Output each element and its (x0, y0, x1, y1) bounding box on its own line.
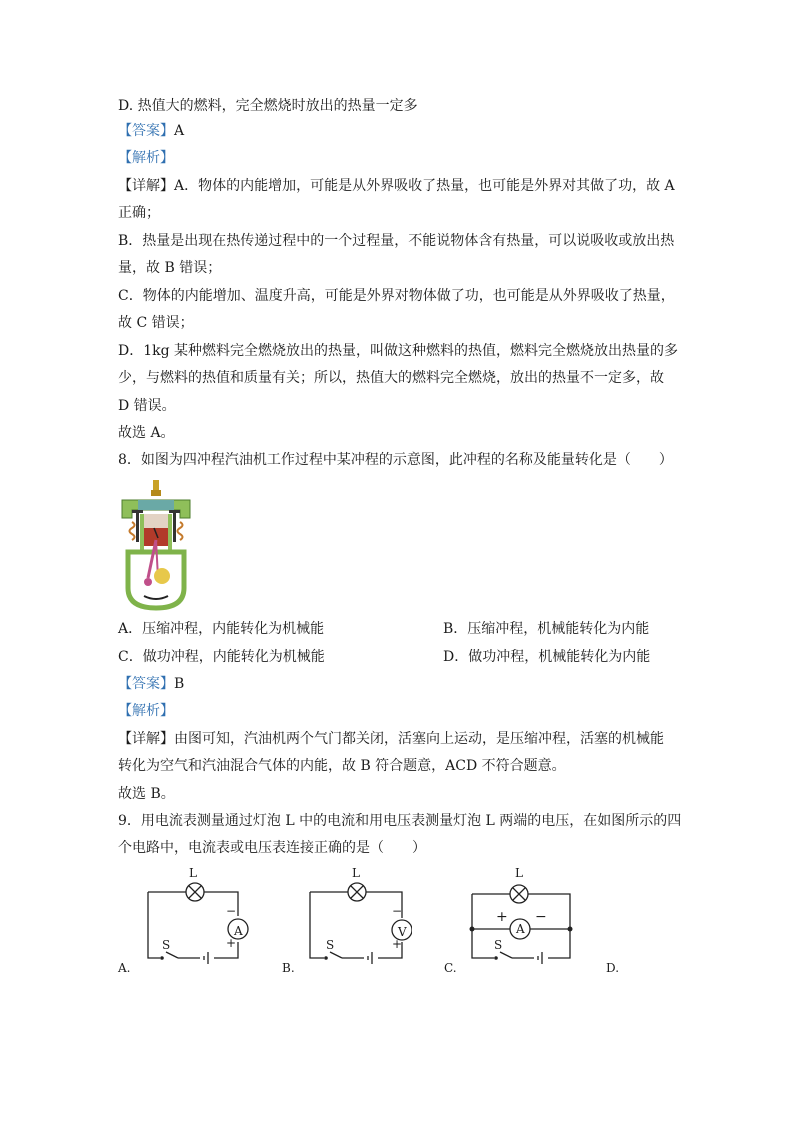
q7-analysis-tag: 【解析】 (118, 150, 174, 166)
minus-b: − (392, 904, 403, 918)
lamp-label-b: L (352, 866, 360, 880)
q9-stem-line-2: 个电路中，电流表或电压表连接正确的是（ ） (118, 840, 426, 856)
circuit-label-c: C. (444, 961, 457, 975)
circuit-label-b: B. (282, 961, 295, 975)
q8-detail-line-1: 【详解】由图可知，汽油机两个气门都关闭，活塞向上运动，是压缩冲程，活塞的机械能 (118, 731, 664, 747)
ammeter-label-c: A (516, 922, 525, 936)
switch-label-c: S (494, 938, 503, 952)
q8-option-b: B．压缩冲程，机械能转化为内能 (443, 621, 650, 637)
q7-answer (118, 121, 184, 141)
switch-label-a: S (162, 938, 171, 952)
detail-tag: 【详解】 (118, 731, 174, 747)
answer-value: A (174, 123, 185, 139)
q8-analysis-tag: 【解析】 (118, 703, 174, 719)
q7-detail-line-5: C．物体的内能增加、温度升高，可能是外界对物体做了功，也可能是从外界吸收了热量， (118, 288, 675, 304)
q8-option-a: A．压缩冲程，内能转化为机械能 (118, 621, 325, 637)
q7-detail-line-7: D．1kg 某种燃料完全燃烧放出的热量，叫做这种燃料的热值，燃料完全燃烧放出热量的多 (118, 343, 679, 359)
minus-a: − (226, 904, 237, 918)
voltmeter-label-b: V (398, 925, 407, 939)
q8-conclusion: 故选 B。 (118, 786, 175, 802)
answer-value: B (174, 676, 185, 692)
q7-detail-line-2: 正确； (118, 205, 160, 221)
circuit-label-a: A. (118, 961, 131, 975)
minus-c: − (535, 909, 547, 925)
engine-diagram (118, 478, 194, 612)
answer-tag: 【答案】 (118, 676, 174, 692)
ammeter-label-a: A (234, 924, 243, 938)
q8-answer (118, 674, 184, 694)
lamp-label-c: L (515, 866, 523, 880)
switch-label-b: S (326, 938, 335, 952)
q7-detail-line-9: D 错误。 (118, 398, 176, 414)
q7-detail-line-3: B．热量是出现在热传递过程中的一个过程量，不能说物体含有热量，可以说吸收或放出热 (118, 233, 675, 249)
plus-a: + (226, 936, 237, 950)
q8-detail-line-2: 转化为空气和汽油混合气体的内能，故 B 符合题意，ACD 不符合题意。 (118, 758, 566, 774)
plus-b: + (392, 937, 403, 951)
q9-stem-line-1: 9．用电流表测量通过灯泡 L 中的电流和用电压表测量灯泡 L 两端的电压，在如图所示的四 (118, 813, 682, 829)
q7-detail-line-6: 故 C 错误； (118, 315, 194, 331)
q7-detail-line-1: 【详解】A．物体的内能增加，可能是从外界吸收了热量，也可能是外界对其做了功，故 A (118, 178, 675, 194)
lamp-label-a: L (189, 866, 197, 880)
answer-tag: 【答案】 (118, 123, 174, 139)
circuit-label-d: D. (606, 961, 620, 975)
circuit-c (464, 866, 578, 966)
q7-conclusion: 故选 A。 (118, 425, 175, 441)
detail-tag: 【详解】 (118, 178, 174, 194)
plus-c: + (496, 909, 508, 925)
q8-option-c: C．做功冲程，内能转化为机械能 (118, 649, 325, 665)
q7-detail-line-4: 量，故 B 错误； (118, 260, 222, 276)
q7-option-d: D. 热值大的燃料，完全燃烧时放出的热量一定多 (118, 98, 418, 114)
q7-detail-line-8: 少，与燃料的热值和质量有关；所以，热值大的燃料完全燃烧，放出的热量不一定多，故 (118, 370, 664, 386)
q8-option-d: D．做功冲程，机械能转化为内能 (443, 649, 651, 665)
q8-stem: 8．如图为四冲程汽油机工作过程中某冲程的示意图，此冲程的名称及能量转化是（ ） (118, 452, 673, 468)
